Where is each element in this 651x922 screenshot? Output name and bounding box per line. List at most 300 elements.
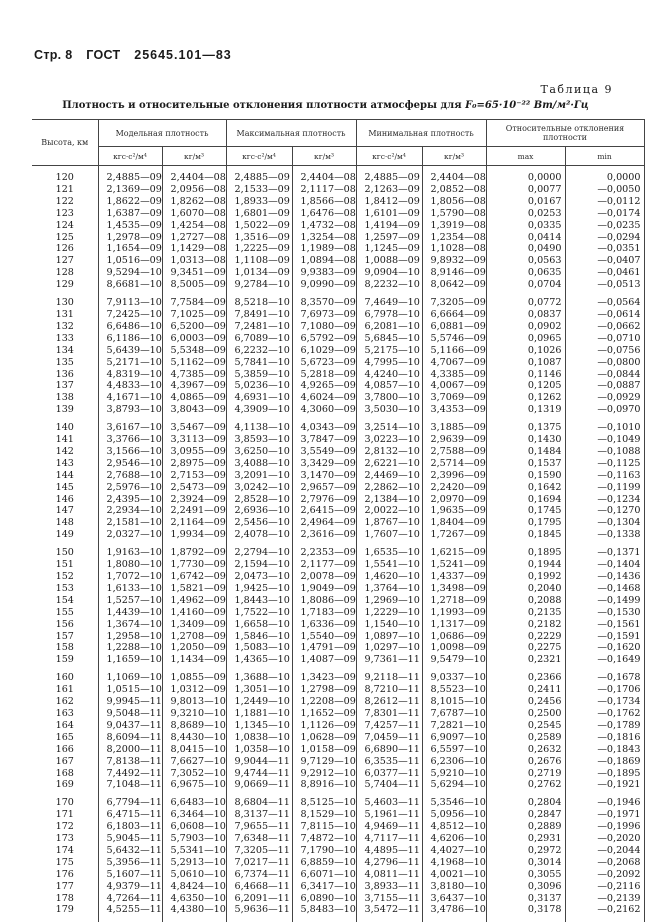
value-cell: 4,1671—10 xyxy=(98,392,162,404)
value-cell: 6,2306—10 xyxy=(422,756,486,768)
value-cell: 6,8859—10 xyxy=(292,857,356,869)
value-cell: 0,1146 xyxy=(486,369,565,381)
height-cell: 151 xyxy=(32,559,98,571)
value-cell: 0,2719 xyxy=(486,768,565,780)
value-cell: 0,1795 xyxy=(486,517,565,529)
value-cell: —0,1199 xyxy=(565,482,644,494)
value-cell: —0,2068 xyxy=(565,857,644,869)
value-cell: 8,6094—11 xyxy=(98,732,162,744)
value-cell: 1,0516—09 xyxy=(98,255,162,267)
value-cell: 2,8975—09 xyxy=(162,458,226,470)
value-cell: 7,9655—11 xyxy=(226,821,292,833)
value-cell: 0,0490 xyxy=(486,243,565,255)
value-cell: 1,0515—10 xyxy=(98,684,162,696)
value-cell: 0,2545 xyxy=(486,720,565,732)
height-cell: 175 xyxy=(32,857,98,869)
value-cell: 7,9113—10 xyxy=(98,297,162,309)
height-cell: 135 xyxy=(32,357,98,369)
table-row xyxy=(32,559,644,571)
value-cell: 2,5976—10 xyxy=(98,482,162,494)
value-cell: 3,0955—09 xyxy=(162,446,226,458)
value-cell: 1,1989—08 xyxy=(292,243,356,255)
value-cell: 1,3919—08 xyxy=(422,220,486,232)
table-row xyxy=(32,595,644,607)
height-cell: 122 xyxy=(32,196,98,208)
value-cell: 7,2425—10 xyxy=(98,309,162,321)
value-cell: 2,4404—08 xyxy=(162,172,226,184)
height-cell: 124 xyxy=(32,220,98,232)
table-row xyxy=(32,470,644,482)
value-cell: 1,1659—10 xyxy=(98,654,162,666)
value-cell: 4,6206—10 xyxy=(422,833,486,845)
value-cell: 2,5714—09 xyxy=(422,458,486,470)
value-cell: 4,0343—09 xyxy=(292,422,356,434)
value-cell: 1,3674—10 xyxy=(98,619,162,631)
value-cell: 0,1745 xyxy=(486,505,565,517)
value-cell: 1,8933—09 xyxy=(226,196,292,208)
value-cell: 1,6535—10 xyxy=(356,547,422,559)
height-cell: 158 xyxy=(32,642,98,654)
group-header-deviation: Относительные отклонения плотности xyxy=(486,120,644,147)
value-cell: 6,6890—11 xyxy=(356,744,422,756)
value-cell: 9,0337—10 xyxy=(422,672,486,684)
value-cell: 3,7800—10 xyxy=(356,392,422,404)
value-cell: 3,2091—10 xyxy=(226,470,292,482)
value-cell: —0,1561 xyxy=(565,619,644,631)
value-cell: 6,3464—10 xyxy=(162,809,226,821)
table-row xyxy=(32,809,644,821)
value-cell: 7,4492—11 xyxy=(98,768,162,780)
value-cell: 3,3429—09 xyxy=(292,458,356,470)
value-cell: 1,0894—08 xyxy=(292,255,356,267)
table-row xyxy=(32,333,644,345)
value-cell: 1,4365—10 xyxy=(226,654,292,666)
value-cell: 2,4404—08 xyxy=(422,172,486,184)
value-cell: 1,1881—10 xyxy=(226,708,292,720)
value-cell: 8,8916—10 xyxy=(292,779,356,791)
value-cell: 1,6476—08 xyxy=(292,208,356,220)
table-row xyxy=(32,255,644,267)
value-cell: 2,1594—10 xyxy=(226,559,292,571)
value-cell: 2,0327—10 xyxy=(98,529,162,541)
value-cell: —0,1234 xyxy=(565,494,644,506)
value-cell: 2,1263—09 xyxy=(356,184,422,196)
value-cell: 0,2229 xyxy=(486,631,565,643)
spacer-cell xyxy=(422,916,486,922)
table-row xyxy=(32,708,644,720)
value-cell: —0,1371 xyxy=(565,547,644,559)
table-row xyxy=(32,756,644,768)
value-cell: 1,2969—10 xyxy=(356,595,422,607)
value-cell: 9,5479—10 xyxy=(422,654,486,666)
value-cell: 6,6486—10 xyxy=(98,321,162,333)
value-cell: 1,5241—09 xyxy=(422,559,486,571)
value-cell: 2,0970—09 xyxy=(422,494,486,506)
value-cell: 8,2612—11 xyxy=(356,696,422,708)
height-cell: 177 xyxy=(32,881,98,893)
value-cell: —0,1734 xyxy=(565,696,644,708)
value-cell: 4,1138—10 xyxy=(226,422,292,434)
value-cell: 2,4404—08 xyxy=(292,172,356,184)
value-cell: 8,0642—09 xyxy=(422,279,486,291)
value-cell: —0,1869 xyxy=(565,756,644,768)
value-cell: 7,8115—10 xyxy=(292,821,356,833)
value-cell: 1,4194—09 xyxy=(356,220,422,232)
value-cell: 3,8043—09 xyxy=(162,404,226,416)
value-cell: 1,1654—09 xyxy=(98,243,162,255)
height-cell: 163 xyxy=(32,708,98,720)
value-cell: 0,0414 xyxy=(486,232,565,244)
value-cell: —0,0294 xyxy=(565,232,644,244)
height-cell: 139 xyxy=(32,404,98,416)
table-row xyxy=(32,529,644,541)
value-cell: 3,1566—10 xyxy=(98,446,162,458)
height-column-header: Высота, км xyxy=(32,120,98,166)
value-cell: 0,2088 xyxy=(486,595,565,607)
table-row xyxy=(32,607,644,619)
table-row xyxy=(32,446,644,458)
table-row xyxy=(32,845,644,857)
value-cell: 4,9379—11 xyxy=(98,881,162,893)
value-cell: 1,0628—09 xyxy=(292,732,356,744)
value-cell: —0,1049 xyxy=(565,434,644,446)
value-cell: 1,3254—08 xyxy=(292,232,356,244)
value-cell: 6,2232—10 xyxy=(226,345,292,357)
value-cell: 4,6350—10 xyxy=(162,893,226,905)
value-cell: 2,2934—10 xyxy=(98,505,162,517)
height-cell: 160 xyxy=(32,672,98,684)
unit-header: кг/м³ xyxy=(422,147,486,166)
value-cell: 2,1384—10 xyxy=(356,494,422,506)
value-cell: 4,4833—10 xyxy=(98,380,162,392)
table-row xyxy=(32,696,644,708)
value-cell: 1,2225—09 xyxy=(226,243,292,255)
table-row xyxy=(32,309,644,321)
value-cell: 2,6415—09 xyxy=(292,505,356,517)
value-cell: 0,1642 xyxy=(486,482,565,494)
value-cell: 0,1944 xyxy=(486,559,565,571)
value-cell: 2,0852—08 xyxy=(422,184,486,196)
value-cell: 1,6658—10 xyxy=(226,619,292,631)
value-cell: —0,1010 xyxy=(565,422,644,434)
value-cell: 1,1345—10 xyxy=(226,720,292,732)
value-cell: 7,1048—11 xyxy=(98,779,162,791)
value-cell: —0,1404 xyxy=(565,559,644,571)
value-cell: 8,5218—10 xyxy=(226,297,292,309)
value-cell: 8,4430—10 xyxy=(162,732,226,744)
height-cell: 144 xyxy=(32,470,98,482)
value-cell: —0,0800 xyxy=(565,357,644,369)
value-cell: 6,2091—11 xyxy=(226,893,292,905)
table-row xyxy=(32,744,644,756)
value-cell: 1,4791—09 xyxy=(292,642,356,654)
value-cell: 0,0077 xyxy=(486,184,565,196)
value-cell: 5,6439—10 xyxy=(98,345,162,357)
spacer-cell xyxy=(162,916,226,922)
value-cell: —0,2044 xyxy=(565,845,644,857)
value-cell: 5,3859—10 xyxy=(226,369,292,381)
unit-header: кгс·с²/м⁴ xyxy=(98,147,162,166)
value-cell: 2,8528—10 xyxy=(226,494,292,506)
value-cell: 1,1126—09 xyxy=(292,720,356,732)
value-cell: 7,3052—10 xyxy=(162,768,226,780)
value-cell: —0,2116 xyxy=(565,881,644,893)
value-cell: 1,0312—09 xyxy=(162,684,226,696)
value-cell: 1,2958—10 xyxy=(98,631,162,643)
value-cell: 2,9657—09 xyxy=(292,482,356,494)
value-cell: 6,0003—09 xyxy=(162,333,226,345)
value-cell: 2,0956—08 xyxy=(162,184,226,196)
value-cell: 1,0313—08 xyxy=(162,255,226,267)
value-cell: 9,9945—11 xyxy=(98,696,162,708)
page-number: Стр. 8 xyxy=(34,48,72,62)
value-cell: 4,3909—10 xyxy=(226,404,292,416)
height-cell: 148 xyxy=(32,517,98,529)
height-cell: 178 xyxy=(32,893,98,905)
height-cell: 126 xyxy=(32,243,98,255)
value-cell: 1,8086—09 xyxy=(292,595,356,607)
table-row xyxy=(32,392,644,404)
value-cell: 4,5255—11 xyxy=(98,904,162,916)
height-cell: 133 xyxy=(32,333,98,345)
value-cell: 0,2762 xyxy=(486,779,565,791)
spacer-cell xyxy=(486,916,565,922)
value-cell: 6,3417—10 xyxy=(292,881,356,893)
value-cell: —0,1678 xyxy=(565,672,644,684)
value-cell: 5,2913—10 xyxy=(162,857,226,869)
value-cell: 5,9045—11 xyxy=(98,833,162,845)
table-row xyxy=(32,571,644,583)
value-cell: 1,6101—09 xyxy=(356,208,422,220)
value-cell: —0,0710 xyxy=(565,333,644,345)
value-cell: 8,5523—10 xyxy=(422,684,486,696)
value-cell: 1,0897—10 xyxy=(356,631,422,643)
value-cell: 2,1581—10 xyxy=(98,517,162,529)
height-cell: 120 xyxy=(32,172,98,184)
value-cell: 2,0078—09 xyxy=(292,571,356,583)
value-cell: 0,1895 xyxy=(486,547,565,559)
value-cell: —0,0112 xyxy=(565,196,644,208)
value-cell: 8,6804—11 xyxy=(226,797,292,809)
value-cell: 7,8491—10 xyxy=(226,309,292,321)
value-cell: 0,1484 xyxy=(486,446,565,458)
height-cell: 123 xyxy=(32,208,98,220)
spacer-cell xyxy=(32,916,98,922)
table-row xyxy=(32,857,644,869)
table-tail xyxy=(32,916,644,922)
value-cell: 1,6215—09 xyxy=(422,547,486,559)
value-cell: 3,6167—10 xyxy=(98,422,162,434)
height-cell: 174 xyxy=(32,845,98,857)
value-cell: 7,1790—10 xyxy=(292,845,356,857)
value-cell: 3,6250—10 xyxy=(226,446,292,458)
height-cell: 128 xyxy=(32,267,98,279)
value-cell: 1,4087—09 xyxy=(292,654,356,666)
table-row xyxy=(32,220,644,232)
height-cell: 134 xyxy=(32,345,98,357)
value-cell: 9,5294—10 xyxy=(98,267,162,279)
value-cell: 1,1652—09 xyxy=(292,708,356,720)
value-cell: —0,0844 xyxy=(565,369,644,381)
table-row xyxy=(32,779,644,791)
value-cell: —0,0929 xyxy=(565,392,644,404)
value-cell: 1,4439—10 xyxy=(98,607,162,619)
value-cell: 9,9383—09 xyxy=(292,267,356,279)
table-row xyxy=(32,184,644,196)
value-cell: 3,8180—10 xyxy=(422,881,486,893)
value-cell: 9,3451—09 xyxy=(162,267,226,279)
group-header-min: Минимальная плотность xyxy=(356,120,486,147)
value-cell: 0,2411 xyxy=(486,684,565,696)
height-cell: 168 xyxy=(32,768,98,780)
value-cell: 4,1968—10 xyxy=(422,857,486,869)
page-header xyxy=(34,48,242,62)
value-cell: 3,4786—10 xyxy=(422,904,486,916)
value-cell: —0,0461 xyxy=(565,267,644,279)
value-cell: —0,1088 xyxy=(565,446,644,458)
value-cell: 1,5846—10 xyxy=(226,631,292,643)
height-cell: 179 xyxy=(32,904,98,916)
value-cell: 1,2798—09 xyxy=(292,684,356,696)
value-cell: 0,1845 xyxy=(486,529,565,541)
value-cell: —0,2162 xyxy=(565,904,644,916)
value-cell: 5,5746—09 xyxy=(422,333,486,345)
value-cell: 7,7584—09 xyxy=(162,297,226,309)
table-row xyxy=(32,404,644,416)
table-row xyxy=(32,380,644,392)
value-cell: 2,9639—09 xyxy=(422,434,486,446)
table-row xyxy=(32,583,644,595)
value-cell: 4,7995—10 xyxy=(356,357,422,369)
value-cell: 1,5821—09 xyxy=(162,583,226,595)
value-cell: 8,5125—10 xyxy=(292,797,356,809)
value-cell: 1,3051—10 xyxy=(226,684,292,696)
value-cell: 2,9546—10 xyxy=(98,458,162,470)
value-cell: 1,2050—09 xyxy=(162,642,226,654)
value-cell: 7,6627—10 xyxy=(162,756,226,768)
height-cell: 161 xyxy=(32,684,98,696)
value-cell: 1,7730—09 xyxy=(162,559,226,571)
value-cell: 0,3055 xyxy=(486,869,565,881)
value-cell: 1,6387—09 xyxy=(98,208,162,220)
value-cell: 3,2514—10 xyxy=(356,422,422,434)
value-cell: 0,0837 xyxy=(486,309,565,321)
value-cell: 1,3409—09 xyxy=(162,619,226,631)
height-cell: 145 xyxy=(32,482,98,494)
caption-text: Плотность и относительные отклонения плотности атмосферы для xyxy=(62,100,461,111)
table-row xyxy=(32,768,644,780)
value-cell: 5,0236—10 xyxy=(226,380,292,392)
value-cell: 2,1164—09 xyxy=(162,517,226,529)
value-cell: 1,2208—09 xyxy=(292,696,356,708)
value-cell: 1,8566—08 xyxy=(292,196,356,208)
value-cell: 1,1069—10 xyxy=(98,672,162,684)
value-cell: —0,1620 xyxy=(565,642,644,654)
table-row xyxy=(32,797,644,809)
value-cell: 2,0473—10 xyxy=(226,571,292,583)
value-cell: —0,1895 xyxy=(565,768,644,780)
value-cell: 2,4078—10 xyxy=(226,529,292,541)
unit-header: кг/м³ xyxy=(292,147,356,166)
height-cell: 146 xyxy=(32,494,98,506)
height-cell: 167 xyxy=(32,756,98,768)
value-cell: 8,1015—10 xyxy=(422,696,486,708)
table-row xyxy=(32,684,644,696)
value-cell: 8,9146—09 xyxy=(422,267,486,279)
value-cell: 0,1205 xyxy=(486,380,565,392)
table-row xyxy=(32,732,644,744)
value-cell: 2,2420—09 xyxy=(422,482,486,494)
value-cell: 3,5549—09 xyxy=(292,446,356,458)
value-cell: 1,4620—10 xyxy=(356,571,422,583)
value-cell: 3,0223—10 xyxy=(356,434,422,446)
value-cell: 2,4395—10 xyxy=(98,494,162,506)
spacer-cell xyxy=(292,916,356,922)
value-cell: 6,1803—11 xyxy=(98,821,162,833)
value-cell: 5,6294—10 xyxy=(422,779,486,791)
height-cell: 176 xyxy=(32,869,98,881)
value-cell: 0,2456 xyxy=(486,696,565,708)
value-cell: 9,4744—11 xyxy=(226,768,292,780)
value-cell: 1,5540—09 xyxy=(292,631,356,643)
value-cell: 5,7841—10 xyxy=(226,357,292,369)
value-cell: 2,4885—09 xyxy=(98,172,162,184)
value-cell: 6,6483—10 xyxy=(162,797,226,809)
value-cell: —0,1649 xyxy=(565,654,644,666)
value-cell: 2,3996—09 xyxy=(422,470,486,482)
value-cell: 3,7847—09 xyxy=(292,434,356,446)
value-cell: 5,0610—10 xyxy=(162,869,226,881)
table-caption xyxy=(0,100,651,111)
value-cell: —0,0662 xyxy=(565,321,644,333)
table-row xyxy=(32,297,644,309)
value-cell: 1,7607—10 xyxy=(356,529,422,541)
value-cell: 6,7978—10 xyxy=(356,309,422,321)
value-cell: 3,5030—10 xyxy=(356,404,422,416)
height-cell: 171 xyxy=(32,809,98,821)
value-cell: 1,1993—09 xyxy=(422,607,486,619)
value-cell: —0,1946 xyxy=(565,797,644,809)
value-cell: 1,4337—09 xyxy=(422,571,486,583)
value-cell: 1,8404—09 xyxy=(422,517,486,529)
value-cell: 6,0608—10 xyxy=(162,821,226,833)
value-cell: 5,5348—09 xyxy=(162,345,226,357)
height-cell: 153 xyxy=(32,583,98,595)
value-cell: 6,0881—09 xyxy=(422,321,486,333)
value-cell: 7,4257—11 xyxy=(356,720,422,732)
value-cell: 1,2718—09 xyxy=(422,595,486,607)
value-cell: 2,5473—09 xyxy=(162,482,226,494)
value-cell: 1,6070—08 xyxy=(162,208,226,220)
height-cell: 162 xyxy=(32,696,98,708)
value-cell: 8,8689—10 xyxy=(162,720,226,732)
table-row xyxy=(32,232,644,244)
value-cell: —0,1706 xyxy=(565,684,644,696)
value-cell: 3,4353—09 xyxy=(422,404,486,416)
value-cell: —0,1530 xyxy=(565,607,644,619)
table-row xyxy=(32,642,644,654)
value-cell: 3,7069—09 xyxy=(422,392,486,404)
value-cell: 1,9049—09 xyxy=(292,583,356,595)
value-cell: 2,4885—09 xyxy=(226,172,292,184)
value-cell: 5,3546—10 xyxy=(422,797,486,809)
height-cell: 143 xyxy=(32,458,98,470)
value-cell: 0,2931 xyxy=(486,833,565,845)
table-row xyxy=(32,672,644,684)
value-cell: 4,3385—09 xyxy=(422,369,486,381)
value-cell: 0,2972 xyxy=(486,845,565,857)
value-cell: 4,3060—09 xyxy=(292,404,356,416)
